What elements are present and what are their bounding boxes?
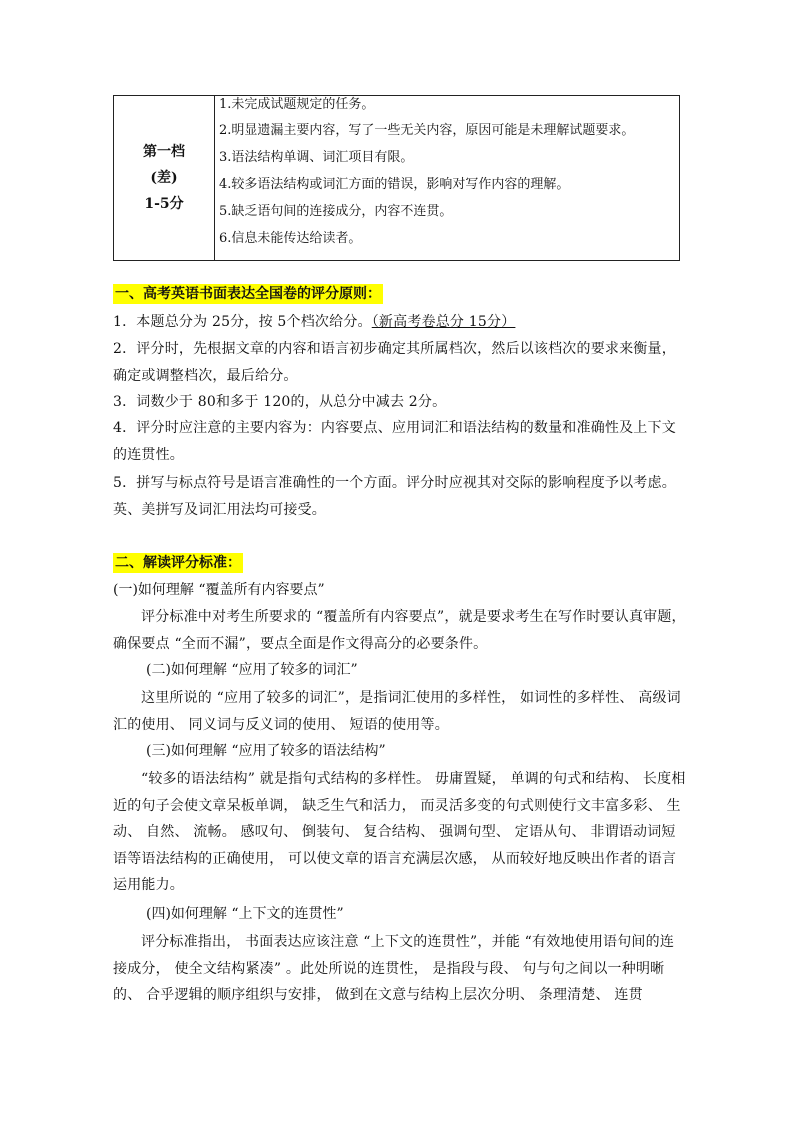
principle-3: 3．词数少于 80和多于 120的，从总分中减去 2分。 xyxy=(113,394,447,410)
principle-5: 5．拼写与标点符号是语言准确性的一个方面。评分时应视其对交际的影响程度予以考虑。英、美拼写及词汇用法均可接受。 xyxy=(113,475,676,518)
principle-1 xyxy=(113,309,688,336)
paragraph-2: 这里所说的 “应用了较多的词汇”，是指词汇使用的多样性， 如词性的多样性、 高级词汇的使用、 同义词与反义词的使用、 短语的使用等。 xyxy=(113,690,681,733)
grade-table xyxy=(113,95,680,261)
criteria-item: 2.明显遗漏主要内容，写了一些无关内容，原因可能是未理解试题要求。 xyxy=(219,123,635,138)
paragraph-3: “较多的语法结构” 就是指句式结构的多样性。 毋庸置疑， 单调的句式和结构、 长度相近的句子会使文章呆板单调， 缺乏生气和活力， 而灵活多变的句式则使行文丰富多彩、 生动、 自然、 流畅。 感叹句、 倒装句、 复合结构、 强调句型、 定语从句、 非谓语动词短语等语法结构的正确使用， 可以使文章的语言充满层次感， 从而较好地反映出作者的语言运用能力。 xyxy=(113,771,686,893)
principle-4: 4．评分时应注意的主要内容为：内容要点、应用词汇和语法结构的数量和准确性及上下文的连贯性。 xyxy=(113,420,676,463)
principle-2: 2．评分时，先根据文章的内容和语言初步确定其所属档次，然后以该档次的要求来衡量，确定或调整档次，最后给分。 xyxy=(113,341,676,384)
paragraph-1: 评分标准中对考生所要求的 “覆盖所有内容要点”，就是要求考生在写作时要认真审题，确保要点 “全而不漏”，要点全面是作文得高分的必要条件。 xyxy=(113,609,686,652)
paragraph-4: 评分标准指出， 书面表达应该注意 “上下文的连贯性”，并能 “有效地使用语句间的连接成分， 使全文结构紧凑” 。此处所说的连贯性， 是指段与段、 句与句之间以一种明晰的、 合乎逻辑的顺序组织与安排， 做到在文意与结构上层次分明、 条理清楚、 连贯 xyxy=(113,934,675,1003)
criteria-item: 4.较多语法结构或词汇方面的错误，影响对写作内容的理解。 xyxy=(219,177,570,192)
subheading-2: (二)如何理解 “应用了较多的词汇” xyxy=(146,662,358,678)
criteria-cell xyxy=(215,96,679,260)
grade-level: (差) xyxy=(150,170,178,186)
criteria-item: 3.语法结构单调、词汇项目有限。 xyxy=(219,150,414,165)
criteria-item: 1.未完成试题规定的任务。 xyxy=(219,97,375,112)
grade-cell xyxy=(114,96,215,260)
grade-score: 1-5分 xyxy=(144,196,184,212)
grade-name: 第一档 xyxy=(143,144,185,160)
principle-1-note: （新高考卷总分 15分） xyxy=(371,314,516,330)
subheading-1: (一)如何理解 “覆盖所有内容要点” xyxy=(113,582,325,598)
subheading-4: (四)如何理解 “上下文的连贯性” xyxy=(146,906,344,922)
criteria-item: 6.信息未能传达给读者。 xyxy=(219,231,362,246)
criteria-item: 5.缺乏语句间的连接成分，内容不连贯。 xyxy=(219,204,453,219)
section1-heading: 一、高考英语书面表达全国卷的评分原则： xyxy=(115,286,381,302)
section2-heading: 二、解读评分标准： xyxy=(115,555,241,571)
subheading-3: (三)如何理解 “应用了较多的语法结构” xyxy=(146,743,386,759)
principle-1-main: 1．本题总分为 25分，按 5个档次给分。 xyxy=(113,314,372,330)
